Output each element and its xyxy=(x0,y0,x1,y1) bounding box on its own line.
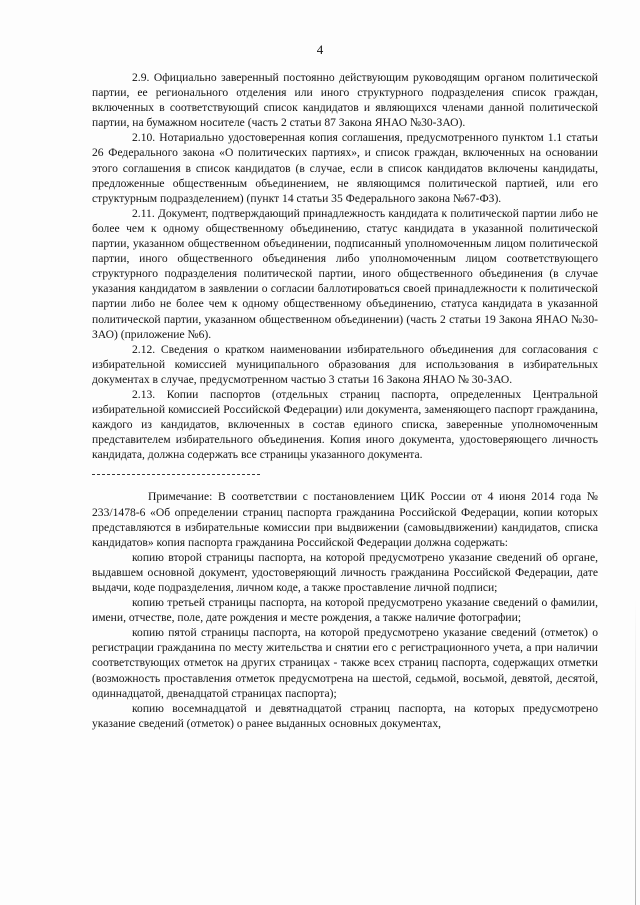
note-item-page-5: копию пятой страницы паспорта, на которой предусмотрено указание сведений (отметок) о регистрации гражданина по месту жительства и снятии его с регистрационного учета, а при наличии соответствующих отметок на других страницах - также всех страниц паспорта, содержащих отметки (возможность проставления отметок предусмотрена на шестой, седьмой, восьмой, девятой, десятой, одиннадцатой, двенадцатой страницах паспорта); xyxy=(92,626,598,700)
note-item-page-18-19: копию восемнадцатой и девятнадцатой страниц паспорта, на которых предусмотрено указание сведений (отметок) о ранее выданных основных документах, xyxy=(92,701,598,730)
paragraph-2-13: 2.13. Копии паспортов (отдельных страниц паспорта, определенных Центральной избирательной комиссией Российской Федерации) или документа, заменяющего паспорт гражданина, каждого из кандидатов, включенных в состав единого списка, заверенные уполномоченным представителем избирательного объединения. Копия иного документа, удостоверяющего личность кандидата, должна содержать все страницы указанного документа. xyxy=(92,387,598,462)
scan-edge-line xyxy=(635,600,636,905)
paragraph-2-9: 2.9. Официально заверенный постоянно действующим руководящим органом политической партии, ее регионального отделения или иного структурного подразделения список граждан, включенных в соответствующий список кандидатов и являющихся членами данной политической партии, на бумажном носителе (часть 2 статьи 87 Закона ЯНАО №30-ЗАО). xyxy=(92,71,598,130)
footnote-separator xyxy=(92,474,260,475)
note-intro: Примечание: В соответствии с постановлением ЦИК России от 4 июня 2014 года № 233/1478-6 «Об определении страниц паспорта гражданина Российской Федерации, копии которых представляются в избирательные комиссии при выдвижении (самовыдвижении) кандидатов, списка кандидатов» копия паспорта гражданина Российской Федерации должна содержать: xyxy=(92,490,598,549)
paragraph-2-12: 2.12. Сведения о кратком наименовании избирательного объединения для согласования с избирательной комиссией муниципального образования для использования в избирательных документах в случае, предусмотренном частью 3 статьи 16 Закона ЯНАО № 30-ЗАО. xyxy=(92,342,598,386)
paragraph-2-10: 2.10. Нотариально удостоверенная копия соглашения, предусмотренного пунктом 1.1 статьи 26 Федерального закона «О политических партиях», и список граждан, включенных на основании этого соглашения в список кандидатов (в случае, если в список кандидатов включены кандидаты, предложенные общественным объединением, не являющимся политической партией, или его структурным подразделением) (пункт 14 статьи 35 Федерального закона №67-ФЗ). xyxy=(92,131,598,205)
paragraph-2-11: 2.11. Документ, подтверждающий принадлежность кандидата к политической партии либо не более чем к одному общественному объединению, статус кандидата в указанной политической партии, указанном общественном объединении, подписанный уполномоченным лицом политической партии, иного общественного объединения либо уполномоченным лицом соответствующего структурного подразделения политической партии, иного общественного объединения (в случае указания кандидатом в заявлении о согласии баллотироваться своей принадлежности к политической партии либо не более чем к одному общественному объединению, статуса кандидата в указанной политической партии, указанном общественном объединении) (часть 2 статьи 19 Закона ЯНАО №30-ЗАО) (приложение №6). xyxy=(92,206,598,341)
note-item-page-2: копию второй страницы паспорта, на которой предусмотрено указание сведений об органе, выдавшем основной документ, удостоверяющий личность гражданина Российской Федерации, дате выдачи, коде подразделения, личном коде, а также проставление личной подписи; xyxy=(92,550,598,594)
note-item-page-3: копию третьей страницы паспорта, на которой предусмотрено указание сведений о фамилии, имени, отчестве, поле, дате рождения и месте рождения, а также наличие фотографии; xyxy=(92,596,598,625)
document-body xyxy=(92,70,598,731)
page-number: 4 xyxy=(316,42,324,57)
